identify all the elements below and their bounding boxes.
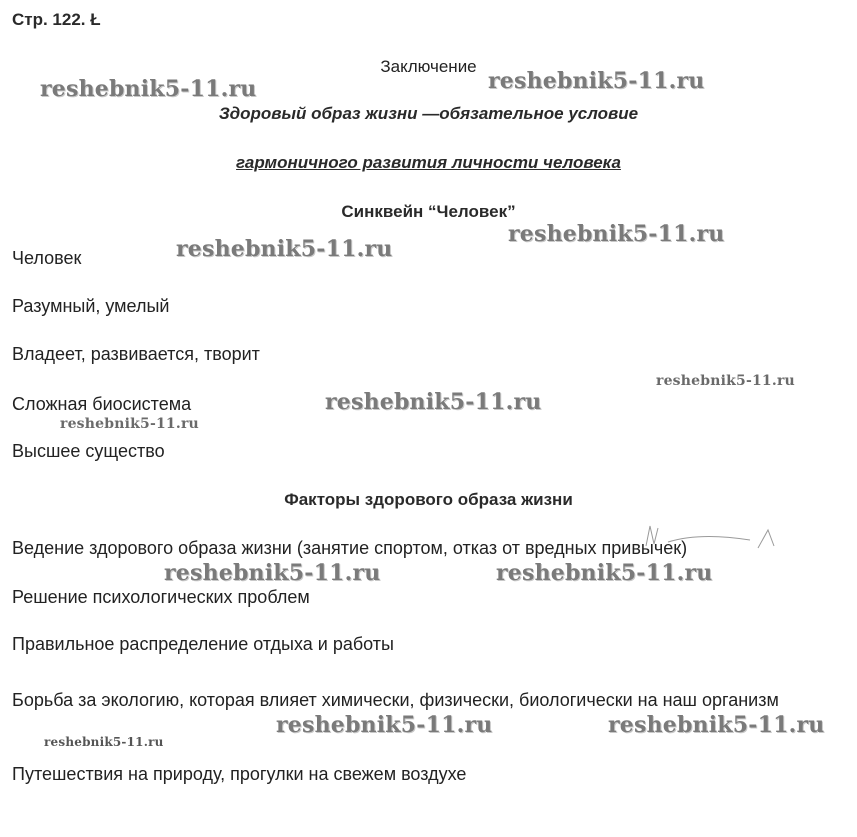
watermark: reshebnik5-11.ru bbox=[608, 712, 825, 738]
thesis-line-2: гармоничного развития личности человека bbox=[236, 153, 621, 172]
watermark: reshebnik5-11.ru bbox=[488, 68, 705, 94]
watermark: reshebnik5-11.ru bbox=[44, 735, 164, 749]
factor-item: Решение психологических проблем bbox=[12, 587, 310, 607]
factor-item: Борьба за экологию, которая влияет химически, физически, биологически на наш организм bbox=[12, 690, 779, 710]
sinkwine-title: Синквейн “Человек” bbox=[341, 202, 516, 221]
sinkwine-line: Сложная биосистема bbox=[12, 394, 192, 414]
conclusion-title: Заключение bbox=[380, 57, 477, 76]
watermark: reshebnik5-11.ru bbox=[656, 373, 795, 389]
sinkwine-line: Высшее существо bbox=[12, 441, 165, 461]
factors-title: Факторы здорового образа жизни bbox=[284, 490, 573, 509]
page-reference: Стр. 122. Ł bbox=[12, 10, 101, 29]
scribble-mark bbox=[640, 522, 780, 552]
watermark: reshebnik5-11.ru bbox=[164, 560, 381, 586]
thesis-line-1: Здоровый образ жизни —обязательное условие bbox=[218, 104, 639, 123]
watermark: reshebnik5-11.ru bbox=[40, 76, 257, 102]
factor-item: Правильное распределение отдыха и работы bbox=[12, 634, 394, 654]
factor-item: Путешествия на природу, прогулки на свежем воздухе bbox=[12, 764, 467, 784]
sinkwine-line: Разумный, умелый bbox=[12, 296, 170, 316]
sinkwine-line: Владеет, развивается, творит bbox=[12, 344, 260, 364]
watermark: reshebnik5-11.ru bbox=[496, 560, 713, 586]
watermark: reshebnik5-11.ru bbox=[176, 236, 393, 262]
watermark: reshebnik5-11.ru bbox=[276, 712, 493, 738]
factor-item: Ведение здорового образа жизни (занятие спортом, отказ от вредных привычек) bbox=[12, 538, 688, 558]
sinkwine-line: Человек bbox=[12, 248, 82, 268]
watermark: reshebnik5-11.ru bbox=[60, 416, 199, 432]
watermark: reshebnik5-11.ru bbox=[325, 389, 542, 415]
watermark: reshebnik5-11.ru bbox=[508, 221, 725, 247]
